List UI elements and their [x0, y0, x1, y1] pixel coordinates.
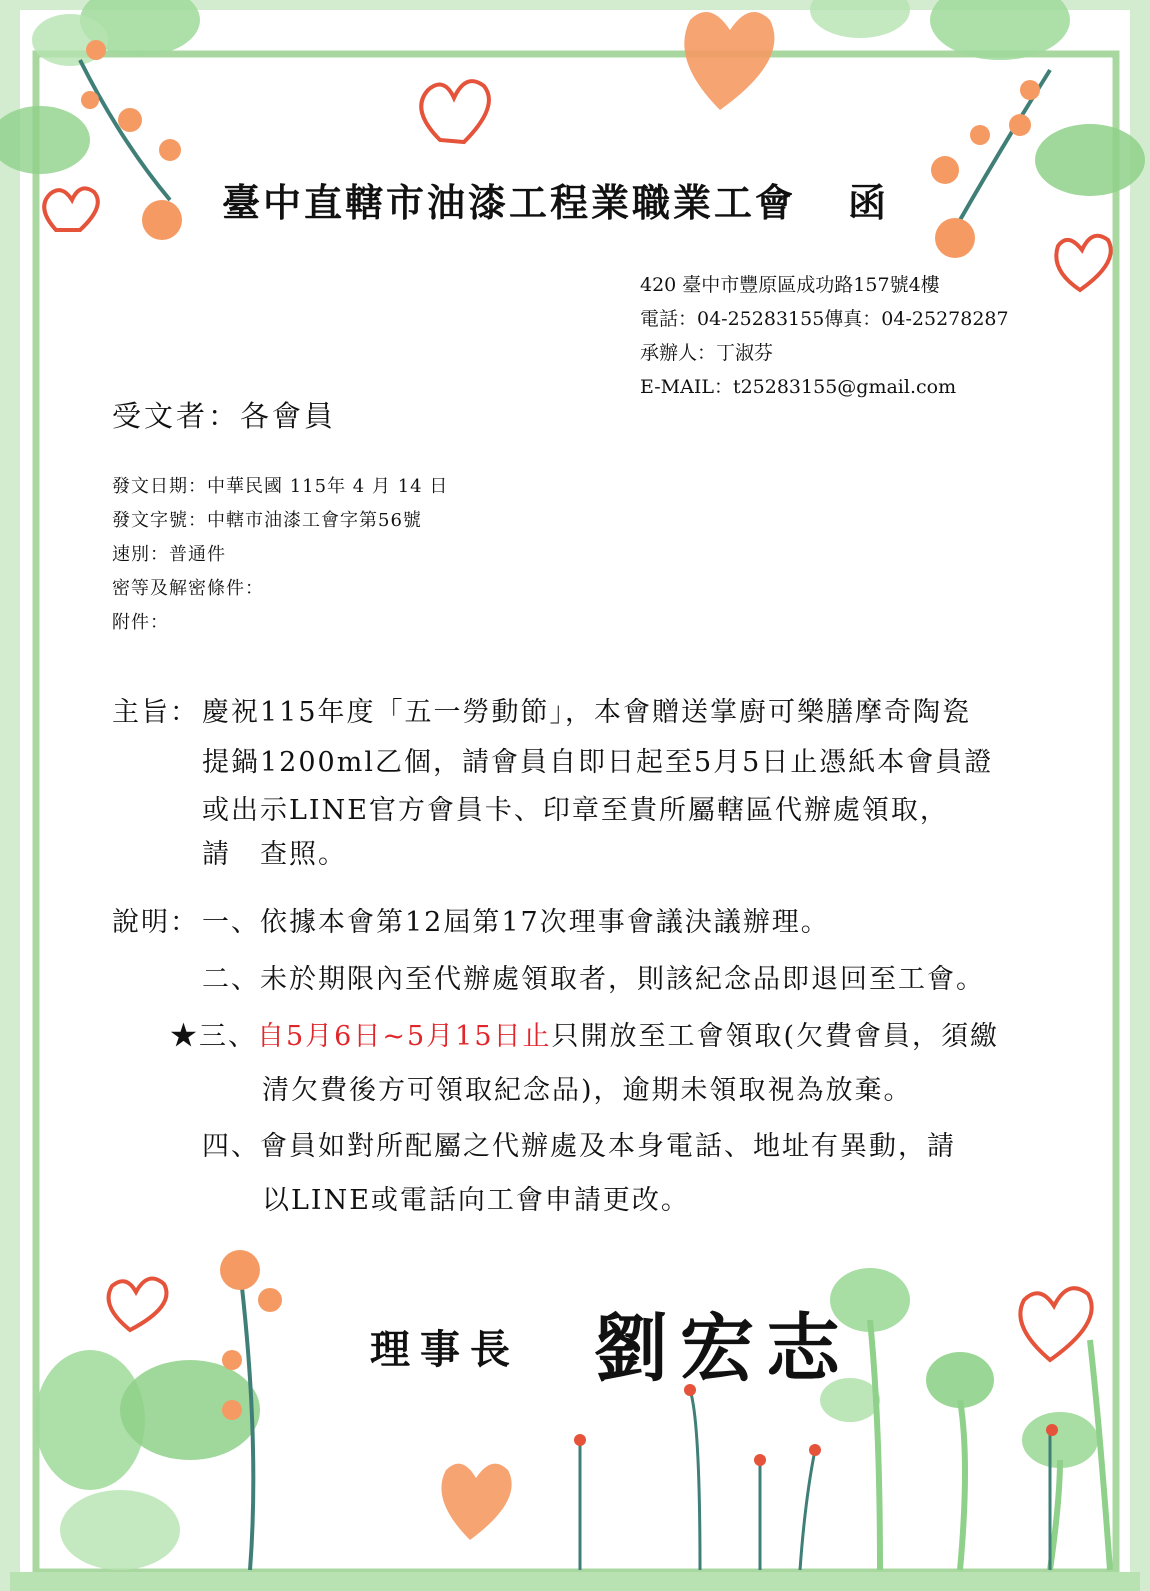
subject-label: 主旨： [112, 697, 199, 728]
flower-tl-4 [159, 139, 181, 161]
flower-tr-5 [935, 218, 975, 258]
explanation-item-3-line-2: 清欠費後方可領取紀念品)，逾期未領取視為放棄。 [262, 1075, 913, 1106]
berry-1 [574, 1434, 586, 1446]
signature-name: 劉宏志 [594, 1306, 852, 1392]
organization-name: 臺中直轄市油漆工程業職業工會 [222, 181, 797, 225]
explanation-item-2: 二、未於期限內至代辦處領取者，則該紀念品即退回至工會。 [202, 964, 985, 995]
leaf-left-large [0, 106, 90, 174]
flower-bl-3 [222, 1350, 242, 1370]
document-type: 函 [848, 181, 890, 225]
flower-tr-3 [970, 125, 990, 145]
sprout-4 [1090, 1340, 1110, 1570]
flower-bl-4 [222, 1400, 242, 1420]
flower-tr-2 [1009, 114, 1031, 136]
document-meta [112, 470, 448, 640]
stem-red-2 [690, 1390, 700, 1570]
heart-bottom-right [1020, 1288, 1091, 1360]
subject-line-2: 提鍋1200ml乙個，請會員自即日起至5月5日止憑紙本會員證 [202, 747, 994, 778]
item-3-highlight: 自5月6日~5月15日止 [257, 1021, 552, 1052]
subject-line-4: 請 查照。 [202, 839, 347, 870]
flower-tl-2 [81, 91, 99, 109]
sender-address: 420 臺中市豐原區成功路157號4樓 [640, 274, 940, 296]
orange-heart-bottom [441, 1464, 511, 1540]
sender-email: E-MAIL：t25283155@gmail.com [640, 376, 957, 398]
orange-heart-top [684, 12, 774, 110]
sprout-2 [960, 1400, 965, 1570]
explanation-item-1: 一、依據本會第12屆第17次理事會議決議辦理。 [202, 907, 830, 938]
heart-top-center [421, 81, 489, 142]
letterhead-title [222, 172, 889, 227]
attachment: 附件： [112, 612, 169, 633]
flower-tl-5 [142, 200, 182, 240]
bottom-band [10, 1572, 1140, 1591]
heart-bottom-left [109, 1279, 167, 1330]
heart-right [1056, 236, 1110, 290]
leaf-bottom-left-3 [60, 1490, 180, 1570]
flower-tl-3 [118, 108, 142, 132]
berry-3 [754, 1454, 766, 1466]
stem-red-4 [800, 1450, 815, 1570]
explanation-item-3 [170, 1014, 999, 1053]
sender-phone-fax: 電話：04-25283155傳真：04-25278287 [640, 308, 1009, 330]
item-3-prefix: 三、 [199, 1021, 257, 1052]
berry-4 [809, 1444, 821, 1456]
signature-title: 理事長 [370, 1327, 520, 1373]
recipient: 受文者：各會員 [112, 399, 337, 433]
explanation-item-4-line-2: 以LINE或電話向工會申請更改。 [262, 1185, 690, 1216]
flower-tl-1 [86, 40, 106, 60]
subject-line-3: 或出示LINE官方會員卡、印章至貴所屬轄區代辦處領取， [202, 795, 949, 826]
leaf-top-right-2 [810, 0, 910, 38]
flower-tr-4 [931, 156, 959, 184]
explanation-label: 說明： [112, 907, 199, 938]
delivery-speed: 速別：普通件 [112, 544, 226, 565]
sender-info [640, 268, 1009, 404]
flower-bl-1 [220, 1250, 260, 1290]
heart-left [44, 188, 98, 230]
item-3-rest: 只開放至工會領取(欠費會員，須繳 [551, 1021, 1000, 1052]
document-number: 發文字號：中轄市油漆工會字第56號 [112, 510, 422, 531]
leaf-right-large [1035, 124, 1145, 196]
berry-5 [1046, 1424, 1058, 1436]
subject-line-1: 慶祝115年度「五一勞動節」，本會贈送掌廚可樂膳摩奇陶瓷 [202, 697, 972, 728]
sprout-1 [870, 1320, 880, 1570]
explanation-item-4-line-1: 四、會員如對所配屬之代辦處及本身電話、地址有異動，請 [202, 1131, 956, 1162]
flower-bl-2 [258, 1288, 282, 1312]
sender-contact: 承辦人：丁淑芬 [640, 342, 774, 364]
star-icon: ★ [170, 1021, 199, 1052]
flower-tr-1 [1020, 80, 1040, 100]
secrecy-level: 密等及解密條件： [112, 578, 264, 599]
leaf-bottom-right-3 [1022, 1412, 1098, 1468]
issue-date: 發文日期：中華民國 115年 4 月 14 日 [112, 476, 449, 497]
leaf-bottom-right-2 [926, 1352, 994, 1408]
